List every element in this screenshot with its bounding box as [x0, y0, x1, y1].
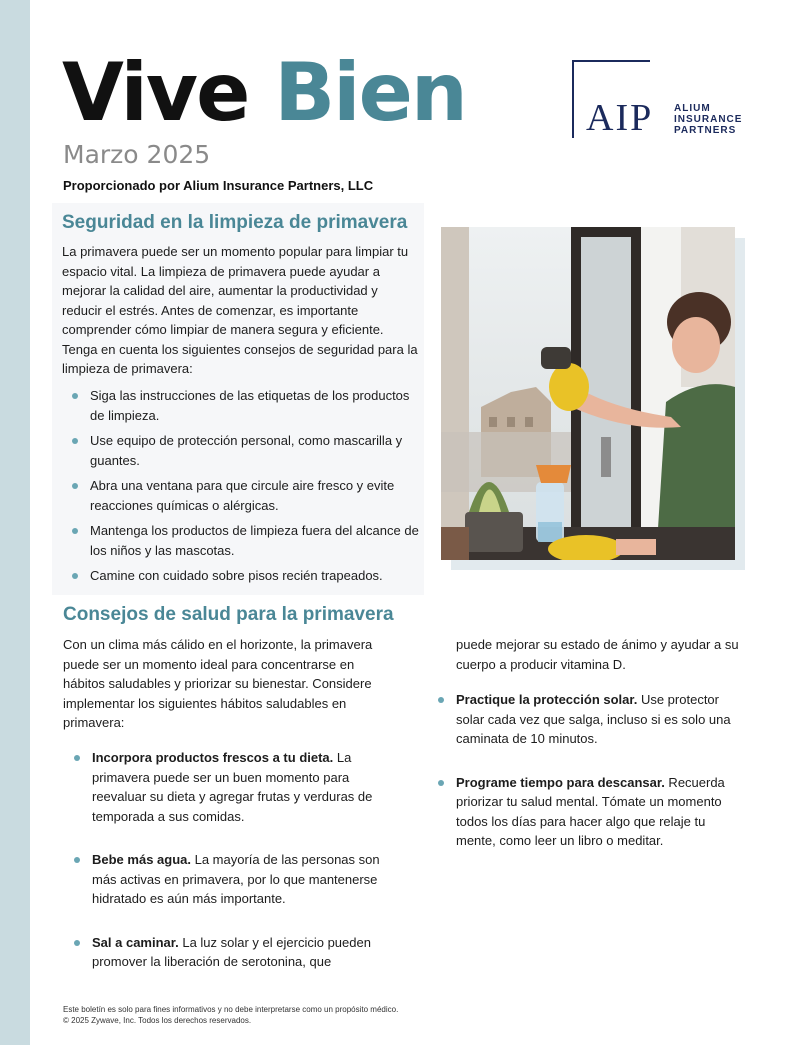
bullet-dot: [74, 755, 80, 761]
footer-disclaimer: Este boletín es solo para fines informativos y no debe interpretarse como un propósito médico.: [63, 1005, 399, 1014]
woman-face: [672, 317, 720, 373]
health-tip: [64, 933, 384, 972]
health-tip: [64, 748, 384, 826]
health-tip: [428, 773, 748, 851]
logo-company-name: [674, 103, 742, 136]
safety-tip-text: Camine con cuidado sobre pisos recién trapeados.: [90, 568, 383, 583]
photo-illustration: [441, 227, 735, 560]
logo-letters: AIP: [586, 97, 654, 139]
health-tips-list-left: [64, 748, 384, 996]
health-tip-title: Bebe más agua.: [92, 852, 191, 867]
footer-copyright: © 2025 Zywave, Inc. Todos los derechos reservados.: [63, 1016, 252, 1025]
health-tip: [64, 850, 384, 909]
health-tip-text: Recuerda priorizar tu salud mental. Tómate un momento todos los días para hacer algo que relaje tu mente, como leer un libro o meditar.: [456, 774, 725, 848]
safety-tip-text: Siga las instrucciones de las etiquetas de los productos de limpieza.: [90, 388, 410, 423]
safety-tip-text: Use equipo de protección personal, como mascarilla y guantes.: [90, 433, 403, 468]
health-tip-title: Sal a caminar.: [92, 934, 179, 950]
health-tips-list-right: [428, 690, 748, 875]
bullet-dot: [438, 780, 444, 786]
health-tip-title: Practique la protección solar.: [456, 692, 638, 707]
logo-line-3: PARTNERS: [674, 125, 737, 136]
health-intro: Con un clima más cálido en el horizonte, la primavera puede ser un momento ideal para concentrarse en hábitos saludables y priorizar su bienestar. Considere implementar los siguientes hábitos saludables en primavera:: [63, 637, 373, 730]
cleaning-cloth: [541, 347, 571, 369]
window-handle: [601, 437, 611, 477]
plant-pot: [465, 512, 523, 552]
logo-line-1: ALIUM: [674, 103, 711, 114]
safety-tip: [62, 431, 422, 470]
title-word-bien: Bien: [274, 46, 466, 139]
safety-tip-text: Abra una ventana para que circule aire fresco y evite reacciones químicas o alérgicas.: [90, 478, 395, 513]
safety-intro: La primavera puede ser un momento popular para limpiar tu espacio vital. La limpieza de primavera puede ayudar a mejorar la calidad del aire, aumentar la productividad y reducir el estrés. Antes de comenzar, es importante comprender cómo limpiar de manera segura y eficiente. Tenga en cuenta los siguientes consejos de seguridad para la limpieza de primavera:: [62, 244, 418, 376]
safety-tip: [62, 476, 422, 515]
issue-date: Marzo 2025: [63, 140, 211, 169]
cleaning-window-photo: [441, 227, 735, 560]
safety-tip: [62, 521, 422, 560]
safety-tips-list: [62, 386, 422, 592]
logo-frame-top: [572, 60, 650, 62]
health-tip-title: Programe tiempo para descansar.: [456, 774, 665, 790]
logo-line-2: INSURANCE: [674, 114, 743, 125]
spray-nozzle: [536, 465, 571, 483]
aip-logo: [570, 60, 750, 142]
safety-tip-text: Mantenga los productos de limpieza fuera del alcance de los niños y las mascotas.: [90, 523, 419, 558]
health-heading: Consejos de salud para la primavera: [63, 604, 394, 625]
health-tip-text: La primavera puede ser un buen momento para reevaluar su dieta y agregar frutas y verduras de temporada a sus comidas.: [92, 750, 373, 824]
health-tip: [428, 690, 748, 749]
safety-heading: Seguridad en la limpieza de primavera: [62, 212, 408, 233]
logo-frame-left: [572, 60, 574, 138]
provided-by: Proporcionado por Alium Insurance Partners, LLC: [63, 178, 374, 193]
footer: [63, 1004, 398, 1026]
bullet-dot: [438, 697, 444, 703]
yellow-glove: [549, 363, 589, 411]
health-tip-text: La luz solar y el ejercicio pueden promover la liberación de serotonina, que: [92, 934, 371, 969]
bullet-dot: [72, 393, 78, 399]
bullet-dot: [72, 573, 78, 579]
bullet-dot: [72, 528, 78, 534]
bullet-dot: [74, 940, 80, 946]
title-word-vive: Vive: [62, 46, 249, 139]
safety-tip: [62, 386, 422, 425]
side-accent-band: [0, 0, 30, 1045]
bullet-dot: [72, 483, 78, 489]
bullet-dot: [72, 438, 78, 444]
health-tip-text: La mayoría de las personas son más activas en primavera, por lo que mantenerse hidratado es aún más importante.: [92, 852, 380, 906]
newsletter-title: [62, 48, 466, 138]
bullet-dot: [74, 857, 80, 863]
health-tip-title: Incorpora productos frescos a tu dieta.: [92, 750, 334, 765]
health-tip-continuation: puede mejorar su estado de ánimo y ayudar a su cuerpo a producir vitamina D.: [456, 637, 739, 672]
health-tip-text: Use protector solar cada vez que salga, incluso si es solo una caminata de 10 minutos.: [456, 692, 731, 746]
safety-tip: [62, 566, 422, 586]
